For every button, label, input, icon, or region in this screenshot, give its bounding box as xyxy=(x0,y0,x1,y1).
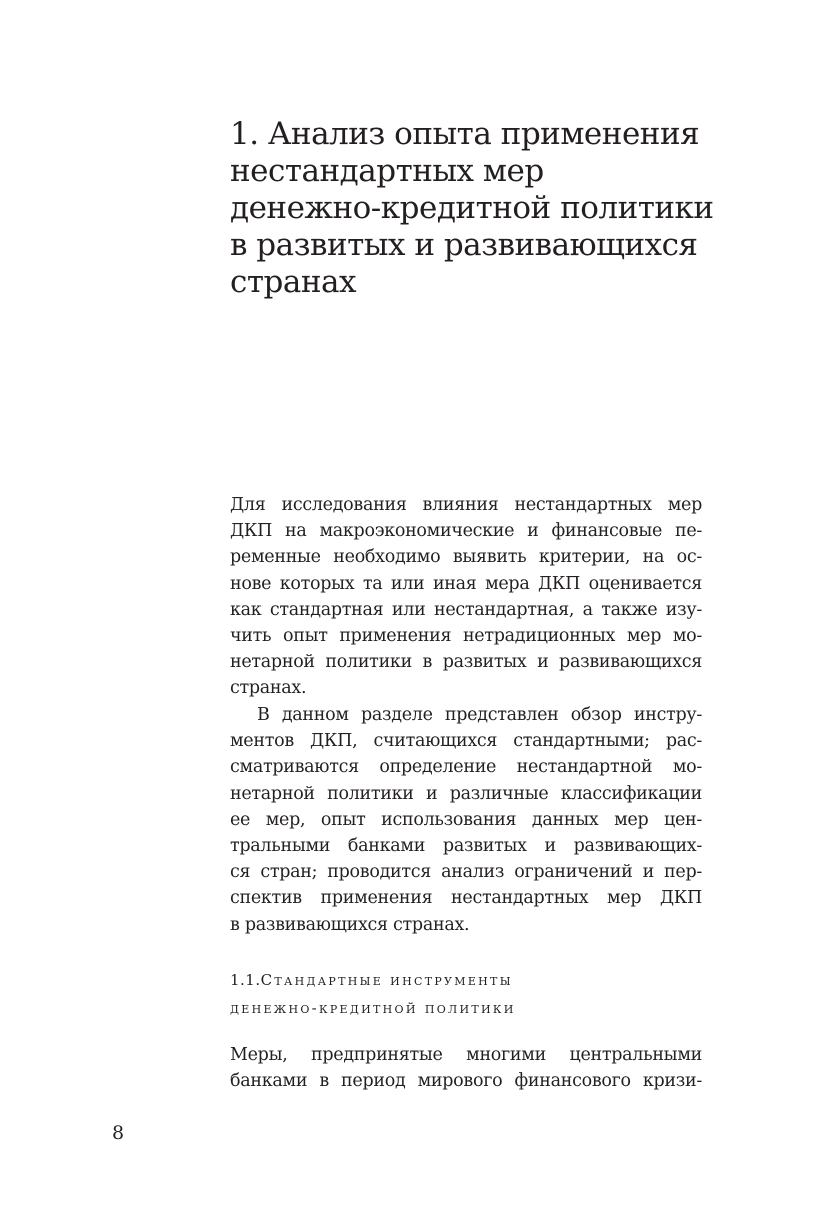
text-line: ее мер, опыт использования данных мер цен- xyxy=(230,809,702,830)
text-line: спектив применения нестандартных мер ДКП xyxy=(230,888,702,909)
text-line: чить опыт применения нетрадиционных мер мо- xyxy=(230,626,702,647)
text-line: Для исследования влияния нестандартных мер xyxy=(230,495,702,515)
section-heading xyxy=(230,966,702,1022)
text-line: ментов ДКП, считающихся стандартными; рас- xyxy=(230,731,702,752)
text-line: как стандартная или нестандартная, а также изу- xyxy=(230,599,702,620)
text-line: ременные необходимо выявить критерии, на ос- xyxy=(230,547,702,568)
chapter-title-line: в развитых и развивающихся xyxy=(230,227,698,263)
section-heading-text: Стандартные инструменты xyxy=(260,971,513,989)
page-number: 8 xyxy=(112,1122,125,1144)
chapter-title-line: странах xyxy=(230,264,356,300)
chapter-title xyxy=(230,116,720,301)
text-line: В данном разделе представлен обзор инстру- xyxy=(257,705,702,725)
intro-paragraph-2 xyxy=(230,702,702,938)
text-line: сматриваются определение нестандартной мо- xyxy=(230,757,702,778)
text-line: странах. xyxy=(230,678,307,699)
text-line: ДКП на макроэкономические и финансовые пе- xyxy=(230,521,702,542)
text-line: нетарной политики и различные классификации xyxy=(230,783,702,804)
section-paragraph-1 xyxy=(230,1042,702,1094)
chapter-title-line: 1. Анализ опыта применения xyxy=(230,116,700,152)
text-line: нетарной политики в развитых и развивающихся xyxy=(230,652,702,673)
intro-paragraph-1 xyxy=(230,492,702,702)
text-line: банками в период мирового финансового кризи- xyxy=(230,1071,702,1092)
chapter-title-line: нестандартных мер xyxy=(230,153,544,189)
section-heading-line-2: денежно-кредитной политики xyxy=(230,999,516,1017)
text-line: ся стран; проводится анализ ограничений и пер- xyxy=(230,862,702,883)
text-line: Меры, предпринятые многими центральными xyxy=(230,1045,702,1065)
section-heading-line-1 xyxy=(230,966,702,994)
text-line: тральными банками развитых и развивающих- xyxy=(230,836,702,857)
section-number: 1.1. xyxy=(230,971,261,989)
text-line: нове которых та или иная мера ДКП оценивается xyxy=(230,573,702,594)
chapter-title-line: денежно-кредитной политики xyxy=(230,190,714,226)
text-line: в развивающихся странах. xyxy=(230,914,470,935)
